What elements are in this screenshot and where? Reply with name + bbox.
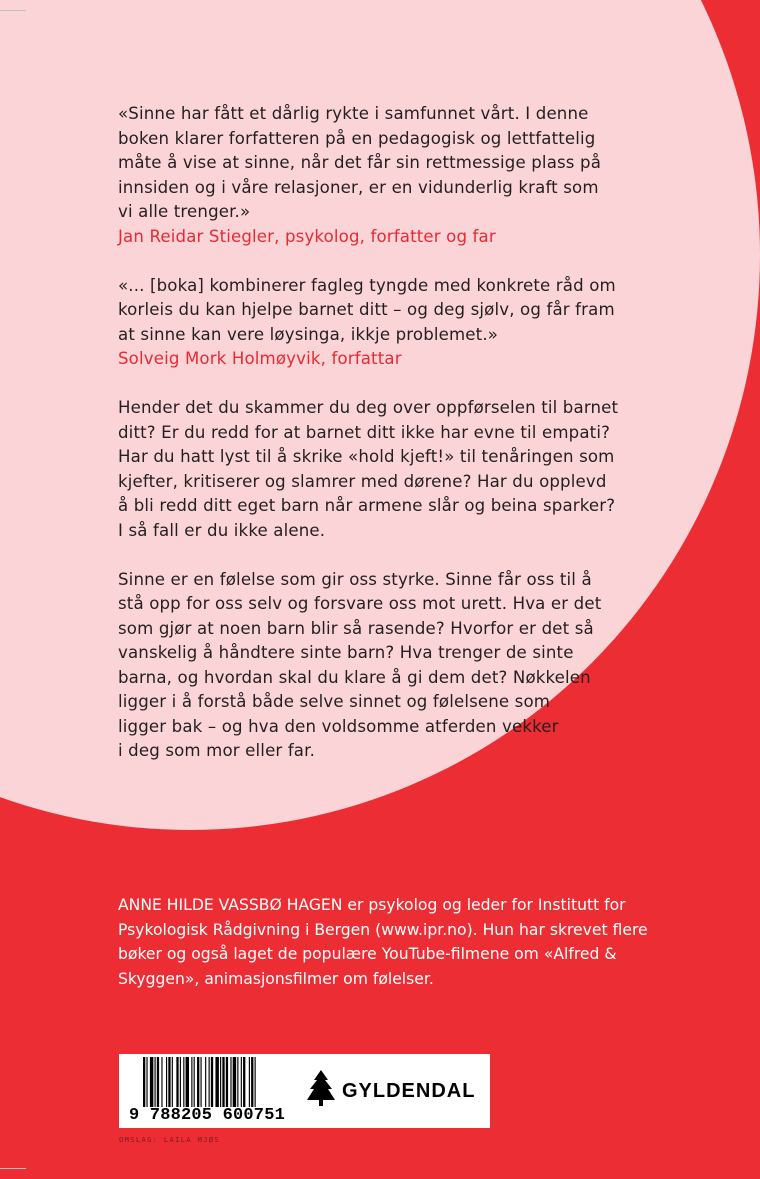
- barcode-bar: [201, 1057, 202, 1107]
- barcode-bar: [220, 1057, 221, 1107]
- barcode-bar: [255, 1057, 256, 1107]
- paragraph-line: som gjør at noen barn blir så rasende? Hvorfor er det så: [118, 618, 594, 638]
- paragraph-line: Har du hatt lyst til å skrike «hold kjeft!» til tenåringen som: [118, 447, 615, 466]
- barcode-bar: [161, 1057, 162, 1107]
- paragraph-line: kjefter, kritiserer og slamrer med dørene? Har du opplevd: [118, 471, 607, 491]
- paragraph-line: ligger bak – og hva den voldsomme atferden vekker: [118, 716, 559, 736]
- barcode-bar: [211, 1057, 213, 1107]
- barcode-bar: [233, 1057, 236, 1107]
- barcode-bar: [146, 1057, 147, 1107]
- bio-line: Psykologisk Rådgivning i Bergen (www.ipr.no). Hun har skrevet flere: [118, 920, 648, 939]
- barcode-bar: [205, 1057, 206, 1107]
- paragraph-line: Sinne er en følelse som gir oss styrke. Sinne får oss til å: [118, 569, 592, 589]
- crop-mark-top: [0, 10, 26, 11]
- crop-mark-bottom: [0, 1168, 26, 1169]
- back-cover-text: [118, 102, 648, 788]
- barcode-bar: [150, 1057, 153, 1107]
- barcode-bar: [237, 1057, 238, 1107]
- author-bio: [118, 893, 648, 991]
- barcode-bar: [166, 1057, 167, 1107]
- fir-tree-icon: [306, 1070, 336, 1110]
- barcode-bar: [172, 1057, 173, 1107]
- isbn-number: 9 788205 600751: [128, 1106, 286, 1125]
- quote-line: boken klarer forfatteren på en pedagogisk og lettfattelig: [118, 128, 596, 148]
- barcode: [143, 1057, 293, 1107]
- paragraph-2: [118, 568, 648, 764]
- quote-source: Solveig Mork Holmøyvik, forfattar: [118, 349, 402, 368]
- barcode-bar: [215, 1057, 218, 1107]
- quote-1: [118, 102, 648, 249]
- barcode-bar: [226, 1057, 228, 1107]
- barcode-bar: [197, 1057, 199, 1107]
- barcode-bar: [241, 1057, 242, 1107]
- barcode-bar: [191, 1057, 192, 1107]
- paragraph-1: [118, 396, 648, 543]
- bio-line: Skyggen», animasjonsfilmer om følelser.: [118, 969, 434, 988]
- barcode-bar: [157, 1057, 159, 1107]
- quote-source: Jan Reidar Stiegler, psykolog, forfatter og far: [118, 226, 496, 246]
- quote-line: korleis du kan hjelpe barnet ditt – og deg sjølv, og får fram: [118, 300, 615, 319]
- paragraph-line: ligger i å forstå både selve sinnet og følelsene som: [118, 692, 551, 711]
- barcode-bar: [249, 1057, 250, 1107]
- quote-line: «... [boka] kombinerer fagleg tyngde med konkrete råd om: [118, 275, 616, 295]
- bio-line: bøker og også laget de populære YouTube-filmene om «Alfred &: [118, 945, 617, 963]
- paragraph-line: Hender det du skammer du deg over oppførselen til barnet: [118, 398, 619, 417]
- barcode-bar: [183, 1057, 184, 1107]
- barcode-bar: [243, 1057, 245, 1107]
- paragraph-line: barna, og hvordan skal du klare å gi dem det? Nøkkelen: [118, 667, 591, 687]
- barcode-bar: [155, 1057, 156, 1107]
- barcode-bar: [194, 1057, 195, 1107]
- barcode-bar: [143, 1057, 145, 1107]
- quote-line: innsiden og i våre relasjoner, er en vidunderlig kraft som: [118, 177, 599, 197]
- paragraph-line: vanskelig å håndtere sinte barn? Hva trenger de sinte: [118, 643, 574, 662]
- quote-line: at sinne kan vere løysinga, ikkje problemet.»: [118, 324, 499, 344]
- cover-credit: OMSLAG: LAILA MJØS: [119, 1136, 221, 1144]
- barcode-panel: [119, 1054, 490, 1128]
- quote-line: vi alle trenger.»: [118, 202, 251, 221]
- barcode-bar: [180, 1057, 181, 1107]
- barcode-bar: [209, 1057, 210, 1107]
- barcode-bar: [186, 1057, 189, 1107]
- paragraph-line: ditt? Er du redd for at barnet ditt ikke har evne til empati?: [118, 422, 611, 442]
- paragraph-line: stå opp for oss selv og forsvare oss mot urett. Hva er det: [118, 594, 602, 613]
- bio-line: ANNE HILDE VASSBØ HAGEN er psykolog og leder for Institutt for: [118, 896, 626, 914]
- barcode-bar: [222, 1057, 224, 1107]
- quote-line: «Sinne har fått et dårlig rykte i samfunnet vårt. I denne: [118, 104, 589, 123]
- paragraph-line: å bli redd ditt eget barn når armene slår og beina sparker?: [118, 496, 616, 515]
- quote-2: [118, 274, 648, 372]
- barcode-bar: [176, 1057, 178, 1107]
- barcode-bar: [251, 1057, 253, 1107]
- paragraph-line: I så fall er du ikke alene.: [118, 520, 326, 540]
- barcode-bar: [230, 1057, 231, 1107]
- paragraph-line: i deg som mor eller far.: [118, 741, 316, 760]
- barcode-bar: [168, 1057, 170, 1107]
- publisher-logo-text: GYLDENDAL: [342, 1080, 476, 1102]
- quote-line: måte å vise at sinne, når det får sin rettmessige plass på: [118, 153, 602, 172]
